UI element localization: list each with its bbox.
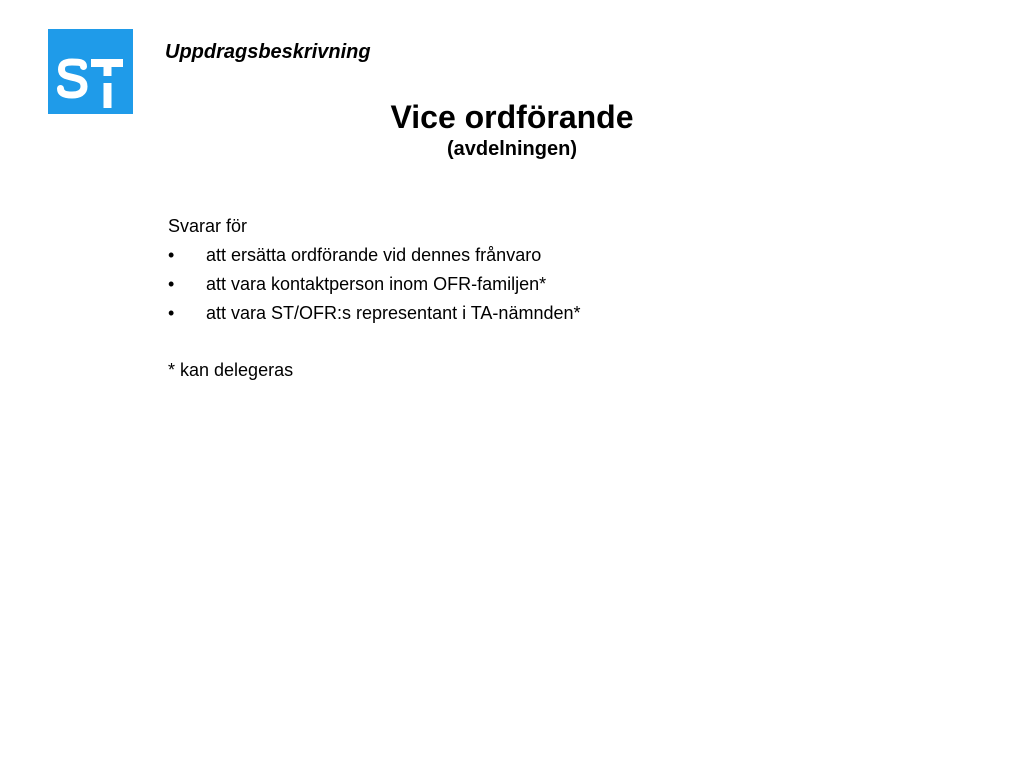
footnote: * kan delegeras [168,360,294,380]
title-block [0,98,1024,161]
list-item [168,299,928,328]
list-item [168,270,928,299]
bullet-icon: • [168,274,175,294]
page-title: Vice ordförande [390,99,634,135]
page-subtitle: (avdelningen) [446,138,577,160]
bullet-icon: • [168,303,175,323]
list-item-text: att vara ST/OFR:s representant i TA-nämnden* [206,303,581,323]
list-item-text: att vara kontaktperson inom OFR-familjen* [206,274,547,294]
responsibilities-intro: Svarar för [168,216,248,236]
responsibilities-list [168,241,928,328]
list-item [168,241,928,270]
responsibilities-section [168,212,928,385]
document-type-label: Uppdragsbeskrivning [165,41,371,63]
list-item-text: att ersätta ordförande vid dennes frånvaro [206,245,542,265]
bullet-icon: • [168,245,175,265]
